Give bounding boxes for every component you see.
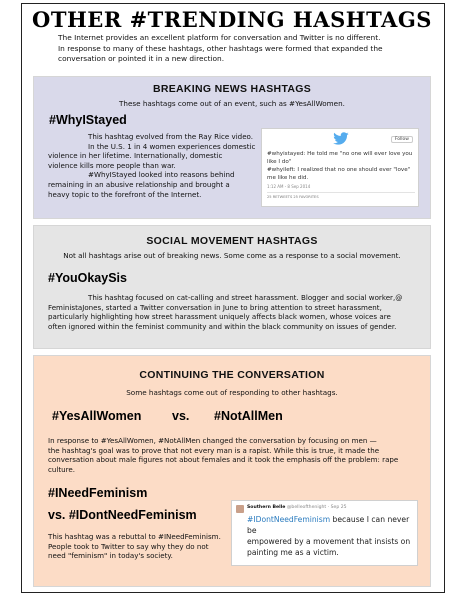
hashtag-yesallwomen: #YesAllWomen bbox=[52, 409, 142, 423]
youokaysis-text bbox=[48, 293, 428, 331]
whyistayed-line: This hashtag evolved from the Ray Rice video. bbox=[88, 132, 254, 141]
idontneedfeminism-text bbox=[48, 532, 248, 561]
whyistayed-line: violence in her lifetime. Internationally, domestic bbox=[48, 151, 223, 161]
tweet-hashtag-link[interactable]: #IDontNeedFeminism bbox=[247, 515, 331, 524]
tweet-line: painting me as a victim. bbox=[247, 548, 339, 557]
notallmen-line: culture. bbox=[48, 464, 76, 474]
intro-line: The Internet provides an excellent platform for conversation and Twitter is no different. bbox=[58, 33, 381, 42]
follow-button[interactable]: Follow bbox=[391, 136, 413, 143]
page-title: OTHER #TRENDING HASHTAGS bbox=[32, 7, 432, 32]
youokaysis-line: particularly highlighting how street harassment uniquely affects black women, whose voices are bbox=[48, 312, 391, 322]
youokaysis-line: often ignored within the feminist community and within the black community on issues of gender. bbox=[48, 321, 397, 331]
social-movement-title: SOCIAL MOVEMENT HASHTAGS bbox=[146, 235, 318, 247]
notallmen-line: In response to #YesAllWomen, #NotAllMen changed the conversation by focusing on men — bbox=[48, 436, 377, 445]
twitter-bird-icon bbox=[331, 132, 351, 146]
notallmen-text bbox=[48, 436, 428, 474]
tweet-line bbox=[247, 514, 417, 536]
whyistayed-line: remaining in an abusive relationship and brought a bbox=[48, 179, 230, 189]
breaking-news-section bbox=[33, 76, 431, 219]
continuing-conversation-section bbox=[33, 355, 431, 587]
tweet-line: #whyistayed: He told me "no one will ever love you like I do" bbox=[267, 151, 413, 165]
tweet-body bbox=[267, 151, 413, 182]
breaking-news-title: BREAKING NEWS HASHTAGS bbox=[152, 83, 312, 95]
whyistayed-line: In the U.S. 1 in 4 women experiences domestic bbox=[88, 141, 256, 151]
tweet-stats: 25 RETWEETS 25 FAVORITES bbox=[267, 192, 415, 199]
hashtag-whyistayed: #WhyIStayed bbox=[49, 113, 127, 127]
breaking-news-subtitle: These hashtags come out of an event, such as #YesAllWomen. bbox=[119, 99, 345, 108]
continuing-subtitle: Some hashtags come out of responding to other hashtags. bbox=[126, 388, 338, 397]
youokaysis-line: FeministaJones, started a Twitter conversation in June to bring attention to street harassment, bbox=[48, 302, 382, 312]
youokaysis-line: This hashtag focused on cat-calling and street harassment. Blogger and social worker,@ bbox=[88, 293, 403, 302]
social-movement-subtitle: Not all hashtags arise out of breaking news. Some come as a response to a social movement. bbox=[63, 251, 401, 260]
tweet-line: #whyileft: I realized that no one should ever "love" me like he did. bbox=[267, 167, 411, 181]
hashtag-idontneedfeminism: vs. #IDontNeedFeminism bbox=[48, 508, 197, 522]
whyistayed-tweet bbox=[261, 128, 419, 207]
tweet-handle: @belleofthenight · Sep 25 bbox=[286, 505, 347, 510]
notallmen-line: conversation about male figures not about females and it took the emphasis off the problem: rape bbox=[48, 455, 399, 465]
whyistayed-line: violence kills more people than war. bbox=[48, 160, 176, 170]
idontneedfeminism-line: This hashtag was a rebuttal to #INeedFeminism. bbox=[48, 532, 221, 541]
tweet-author bbox=[247, 505, 347, 510]
idontneedfeminism-tweet bbox=[231, 500, 418, 566]
vs-label: vs. bbox=[172, 409, 190, 423]
idontneedfeminism-line: need "feminism" in today's society. bbox=[48, 551, 173, 561]
tweet-timestamp: 1:12 AM - 8 Sep 2014 bbox=[267, 184, 311, 189]
idontneedfeminism-line: People took to Twitter to say why they do not bbox=[48, 541, 209, 551]
intro-line: conversation or pointed it in a new direction. bbox=[58, 54, 225, 63]
intro-line: In response to many of these hashtags, other hashtags were formed that expanded the bbox=[58, 43, 383, 53]
intro-text bbox=[58, 33, 408, 65]
hashtag-ineedfeminism: #INeedFeminism bbox=[48, 486, 148, 500]
hashtag-notallmen: #NotAllMen bbox=[214, 409, 283, 423]
tweet-username: Southern Belle bbox=[247, 505, 286, 510]
hashtag-youokaysis: #YouOkaySis bbox=[48, 271, 127, 285]
notallmen-line: the hashtag's goal was to prove that not every man is a rapist. While this is true, it made the bbox=[48, 445, 380, 455]
tweet-body bbox=[247, 514, 417, 558]
avatar bbox=[236, 505, 244, 513]
tweet-line: empowered by a movement that insists on bbox=[247, 537, 411, 546]
whyistayed-line: #WhyIStayed looked into reasons behind bbox=[88, 170, 235, 180]
tweet-text: because I can never be bbox=[247, 515, 410, 535]
continuing-title: CONTINUING THE CONVERSATION bbox=[139, 369, 325, 381]
whyistayed-text bbox=[48, 132, 268, 199]
social-movement-section bbox=[33, 225, 431, 349]
whyistayed-line: heavy topic to the forefront of the Internet. bbox=[48, 189, 202, 199]
